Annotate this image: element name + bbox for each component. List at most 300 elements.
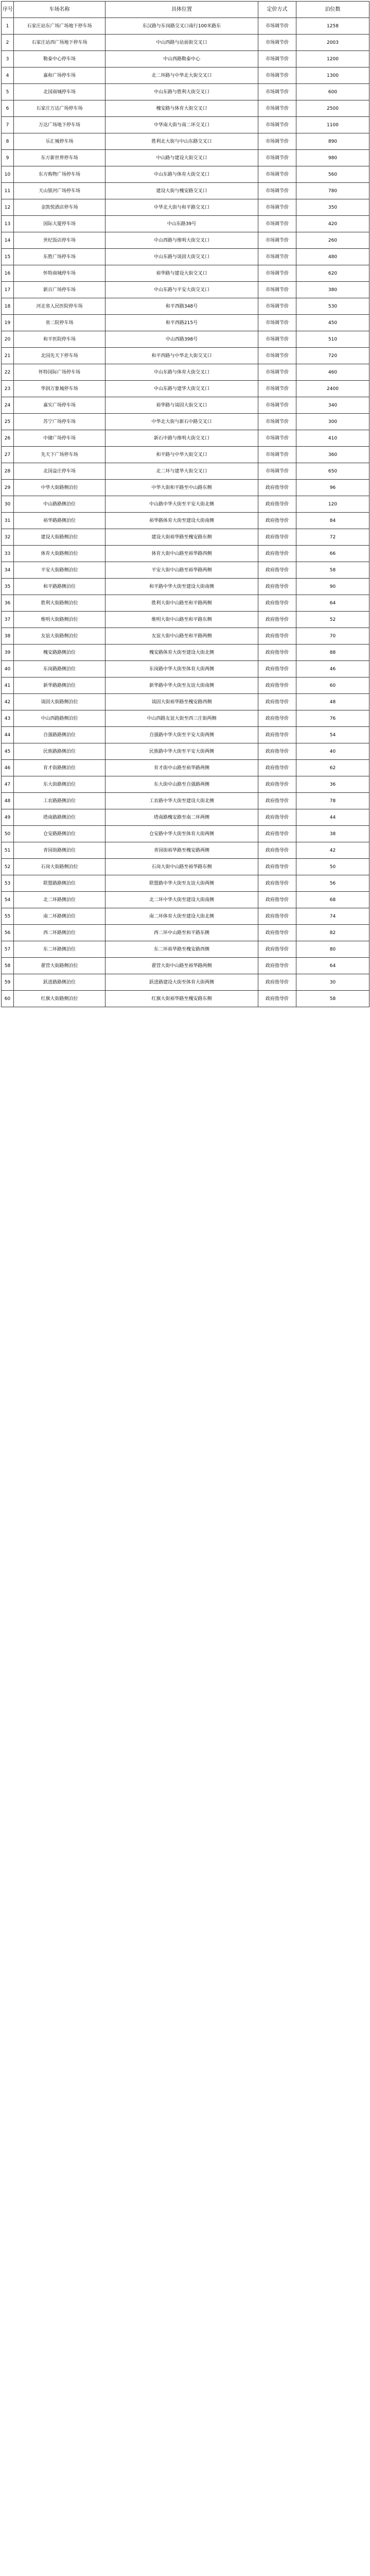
lot-name: 北国先天下停车场 <box>14 348 105 364</box>
row-index: 59 <box>2 974 14 991</box>
lot-name: 谈固大街路侧泊位 <box>14 694 105 710</box>
lot-name: 苏宁广场停车场 <box>14 414 105 430</box>
location: 中山东路与平安大街交叉口 <box>105 282 258 298</box>
location: 中山东路与体育大街交叉口 <box>105 166 258 183</box>
location: 北二环与建华大街交叉口 <box>105 463 258 480</box>
pricing-method: 市场调节价 <box>258 315 296 331</box>
pricing-method: 市场调节价 <box>258 265 296 282</box>
space-count: 360 <box>296 447 369 463</box>
lot-name: 体育大街路侧泊位 <box>14 546 105 562</box>
pricing-method: 市场调节价 <box>258 381 296 397</box>
location: 和平西路与中华北大街交叉口 <box>105 348 258 364</box>
row-index: 6 <box>2 100 14 117</box>
space-count: 1100 <box>296 117 369 133</box>
space-count: 720 <box>296 348 369 364</box>
table-row <box>2 513 369 529</box>
row-index: 57 <box>2 941 14 958</box>
location: 青园街裕华路至槐安路两侧 <box>105 842 258 859</box>
pricing-method: 市场调节价 <box>258 232 296 249</box>
row-index: 51 <box>2 842 14 859</box>
lot-name: 裕华路路侧泊位 <box>14 513 105 529</box>
row-index: 41 <box>2 677 14 694</box>
space-count: 2500 <box>296 100 369 117</box>
row-index: 37 <box>2 612 14 628</box>
pricing-method: 政府指导价 <box>258 513 296 529</box>
row-index: 23 <box>2 381 14 397</box>
table-row <box>2 199 369 216</box>
table-row <box>2 496 369 513</box>
row-index: 47 <box>2 776 14 793</box>
pricing-method: 政府指导价 <box>258 826 296 842</box>
row-index: 5 <box>2 84 14 100</box>
location: 跃进路建设大街至体育大街两侧 <box>105 974 258 991</box>
lot-name: 东二环路侧泊位 <box>14 941 105 958</box>
lot-name: 石家庄万达广场停车场 <box>14 100 105 117</box>
space-count: 460 <box>296 364 369 381</box>
row-index: 39 <box>2 645 14 661</box>
lot-name: 天山银河广场停车场 <box>14 183 105 199</box>
row-index: 31 <box>2 513 14 529</box>
lot-name: 石岗大街路侧泊位 <box>14 859 105 875</box>
header-lot-name: 车场名称 <box>14 2 105 18</box>
pricing-method: 政府指导价 <box>258 974 296 991</box>
pricing-method: 市场调节价 <box>258 364 296 381</box>
row-index: 53 <box>2 875 14 892</box>
table-row <box>2 117 369 133</box>
row-index: 25 <box>2 414 14 430</box>
location: 裕华路与谈固大街交叉口 <box>105 397 258 414</box>
pricing-method: 政府指导价 <box>258 892 296 908</box>
lot-name: 民族路路侧泊位 <box>14 743 105 760</box>
location: 中山东路与建华大街交叉口 <box>105 381 258 397</box>
lot-name: 红旗大街路侧泊位 <box>14 991 105 1007</box>
lot-name: 友谊大街路侧泊位 <box>14 628 105 645</box>
table-row <box>2 348 369 364</box>
pricing-method: 政府指导价 <box>258 496 296 513</box>
lot-name: 北国商城停车场 <box>14 84 105 100</box>
table-row <box>2 776 369 793</box>
table-row <box>2 694 369 710</box>
space-count: 78 <box>296 793 369 809</box>
lot-name: 中华大街路侧泊位 <box>14 480 105 496</box>
table-row <box>2 265 369 282</box>
header-space-count: 泊位数 <box>296 2 369 18</box>
table-row <box>2 100 369 117</box>
location: 东二环裕华路至槐安路西侧 <box>105 941 258 958</box>
lot-name: 北国益庄停车场 <box>14 463 105 480</box>
pricing-method: 政府指导价 <box>258 480 296 496</box>
pricing-method: 政府指导价 <box>258 760 296 776</box>
table-row <box>2 35 369 51</box>
pricing-method: 市场调节价 <box>258 282 296 298</box>
pricing-method: 市场调节价 <box>258 150 296 166</box>
location: 和平西路215号 <box>105 315 258 331</box>
row-index: 30 <box>2 496 14 513</box>
space-count: 980 <box>296 150 369 166</box>
row-index: 55 <box>2 908 14 925</box>
pricing-method: 政府指导价 <box>258 859 296 875</box>
space-count: 84 <box>296 513 369 529</box>
space-count: 650 <box>296 463 369 480</box>
space-count: 36 <box>296 776 369 793</box>
pricing-method: 市场调节价 <box>258 430 296 447</box>
location: 胜利北大街与中山东路交叉口 <box>105 133 258 150</box>
table-row <box>2 397 369 414</box>
row-index: 8 <box>2 133 14 150</box>
space-count: 350 <box>296 199 369 216</box>
row-index: 35 <box>2 579 14 595</box>
location: 中山西路勒泰中心 <box>105 51 258 67</box>
table-row <box>2 232 369 249</box>
location: 东大街中山路至自强路两侧 <box>105 776 258 793</box>
pricing-method: 政府指导价 <box>258 941 296 958</box>
lot-name: 金凯悦酒店停车场 <box>14 199 105 216</box>
table-row <box>2 974 369 991</box>
lot-name: 省二院停车场 <box>14 315 105 331</box>
lot-name: 平安大街路侧泊位 <box>14 562 105 579</box>
table-row <box>2 18 369 35</box>
space-count: 120 <box>296 496 369 513</box>
lot-name: 胜利大街路侧泊位 <box>14 595 105 612</box>
table-body <box>2 18 369 1007</box>
pricing-method: 政府指导价 <box>258 776 296 793</box>
location: 工农路中华大街至建设大街北侧 <box>105 793 258 809</box>
space-count: 410 <box>296 430 369 447</box>
lot-name: 西二环路侧泊位 <box>14 925 105 941</box>
location: 北二环中华大街至建设大街南侧 <box>105 892 258 908</box>
space-count: 38 <box>296 826 369 842</box>
space-count: 2400 <box>296 381 369 397</box>
lot-name: 新百广场停车场 <box>14 282 105 298</box>
pricing-method: 市场调节价 <box>258 199 296 216</box>
row-index: 9 <box>2 150 14 166</box>
location: 谈固大街裕华路至槐安路西侧 <box>105 694 258 710</box>
lot-name: 华润万象城停车场 <box>14 381 105 397</box>
space-count: 46 <box>296 661 369 677</box>
row-index: 46 <box>2 760 14 776</box>
location: 中山东路与胜利大街交叉口 <box>105 84 258 100</box>
space-count: 82 <box>296 925 369 941</box>
space-count: 52 <box>296 612 369 628</box>
pricing-method: 政府指导价 <box>258 809 296 826</box>
location: 裕华路与建设大街交叉口 <box>105 265 258 282</box>
pricing-method: 政府指导价 <box>258 694 296 710</box>
lot-name: 国际大厦停车场 <box>14 216 105 232</box>
space-count: 2003 <box>296 35 369 51</box>
table-row <box>2 727 369 743</box>
space-count: 54 <box>296 727 369 743</box>
lot-name: 维明大街路侧泊位 <box>14 612 105 628</box>
table-row <box>2 84 369 100</box>
pricing-method: 政府指导价 <box>258 710 296 727</box>
pricing-method: 政府指导价 <box>258 958 296 974</box>
row-index: 27 <box>2 447 14 463</box>
table-row <box>2 809 369 826</box>
pricing-method: 市场调节价 <box>258 298 296 315</box>
row-index: 19 <box>2 315 14 331</box>
location: 和平路中华大街至建设大街南侧 <box>105 579 258 595</box>
location: 自强路中华大街至平安大街两侧 <box>105 727 258 743</box>
table-row <box>2 875 369 892</box>
lot-name: 怀特国际广场停车场 <box>14 364 105 381</box>
table-row <box>2 612 369 628</box>
location: 南二环体育大街至建设大街北侧 <box>105 908 258 925</box>
pricing-method: 政府指导价 <box>258 727 296 743</box>
table-row <box>2 958 369 974</box>
space-count: 64 <box>296 595 369 612</box>
row-index: 58 <box>2 958 14 974</box>
table-row <box>2 430 369 447</box>
space-count: 340 <box>296 397 369 414</box>
table-row <box>2 677 369 694</box>
lot-name: 新华路路侧泊位 <box>14 677 105 694</box>
space-count: 76 <box>296 710 369 727</box>
location: 建设大街裕华路至槐安路东侧 <box>105 529 258 546</box>
space-count: 88 <box>296 645 369 661</box>
row-index: 13 <box>2 216 14 232</box>
pricing-method: 政府指导价 <box>258 793 296 809</box>
location: 中华北大街与新石中路交叉口 <box>105 414 258 430</box>
pricing-method: 市场调节价 <box>258 447 296 463</box>
pricing-method: 市场调节价 <box>258 18 296 35</box>
pricing-method: 市场调节价 <box>258 117 296 133</box>
lot-name: 勒泰中心停车场 <box>14 51 105 67</box>
lot-name: 东岗路路侧泊位 <box>14 661 105 677</box>
space-count: 620 <box>296 265 369 282</box>
row-index: 42 <box>2 694 14 710</box>
pricing-method: 市场调节价 <box>258 397 296 414</box>
row-index: 18 <box>2 298 14 315</box>
location: 北二环路与中华北大街交叉口 <box>105 67 258 84</box>
lot-name: 嘉实广场停车场 <box>14 397 105 414</box>
lot-name: 东胜广场停车场 <box>14 249 105 265</box>
row-index: 21 <box>2 348 14 364</box>
table-row <box>2 150 369 166</box>
location: 维明大街中山路至和平路东侧 <box>105 612 258 628</box>
parking-lot-table <box>1 1 369 1007</box>
location: 建设大街与槐安路交叉口 <box>105 183 258 199</box>
pricing-method: 市场调节价 <box>258 67 296 84</box>
lot-name: 工农路路侧泊位 <box>14 793 105 809</box>
row-index: 32 <box>2 529 14 546</box>
pricing-method: 市场调节价 <box>258 414 296 430</box>
table-row <box>2 991 369 1007</box>
space-count: 40 <box>296 743 369 760</box>
table-row <box>2 133 369 150</box>
location: 红旗大街裕华路至槐安路东侧 <box>105 991 258 1007</box>
header-index: 序号 <box>2 2 14 18</box>
row-index: 34 <box>2 562 14 579</box>
pricing-method: 政府指导价 <box>258 925 296 941</box>
pricing-method: 政府指导价 <box>258 529 296 546</box>
location: 塔南路槐安路至南二环两侧 <box>105 809 258 826</box>
table-row <box>2 826 369 842</box>
location: 翟营大街中山路至裕华路两侧 <box>105 958 258 974</box>
location: 育才街中山路至裕华路两侧 <box>105 760 258 776</box>
space-count: 56 <box>296 875 369 892</box>
location: 联盟路中华大街至友谊大街两侧 <box>105 875 258 892</box>
table-row <box>2 941 369 958</box>
lot-name: 和平路路侧泊位 <box>14 579 105 595</box>
location: 中山西路与站前街交叉口 <box>105 35 258 51</box>
lot-name: 仓安路路侧泊位 <box>14 826 105 842</box>
space-count: 66 <box>296 546 369 562</box>
location: 东汉路与东岗路交叉口南行100米路东 <box>105 18 258 35</box>
pricing-method: 政府指导价 <box>258 908 296 925</box>
pricing-method: 政府指导价 <box>258 743 296 760</box>
location: 中华北大街与和平路交叉口 <box>105 199 258 216</box>
row-index: 16 <box>2 265 14 282</box>
space-count: 300 <box>296 414 369 430</box>
lot-name: 南二环路侧泊位 <box>14 908 105 925</box>
space-count: 74 <box>296 908 369 925</box>
row-index: 48 <box>2 793 14 809</box>
location: 中山东路39号 <box>105 216 258 232</box>
row-index: 45 <box>2 743 14 760</box>
space-count: 480 <box>296 249 369 265</box>
location: 中山东路与体育大街交叉口 <box>105 364 258 381</box>
table-row <box>2 661 369 677</box>
table-row <box>2 463 369 480</box>
lot-name: 槐安路路侧泊位 <box>14 645 105 661</box>
pricing-method: 政府指导价 <box>258 579 296 595</box>
lot-name: 东方新世界停车场 <box>14 150 105 166</box>
lot-name: 乐汇城停车场 <box>14 133 105 150</box>
location: 中山路中华大街至平安大街北侧 <box>105 496 258 513</box>
pricing-method: 市场调节价 <box>258 463 296 480</box>
location: 石岗大街中山路至裕华路东侧 <box>105 859 258 875</box>
table-row <box>2 67 369 84</box>
space-count: 560 <box>296 166 369 183</box>
header-location: 具体位置 <box>105 2 258 18</box>
row-index: 17 <box>2 282 14 298</box>
lot-name: 河北省人民医院停车场 <box>14 298 105 315</box>
location: 和平西路348号 <box>105 298 258 315</box>
location: 和平路与中华大街交叉口 <box>105 447 258 463</box>
row-index: 33 <box>2 546 14 562</box>
row-index: 52 <box>2 859 14 875</box>
space-count: 450 <box>296 315 369 331</box>
row-index: 56 <box>2 925 14 941</box>
space-count: 42 <box>296 842 369 859</box>
location: 槐安路体育大街至建设大街北侧 <box>105 645 258 661</box>
row-index: 11 <box>2 183 14 199</box>
space-count: 1300 <box>296 67 369 84</box>
space-count: 96 <box>296 480 369 496</box>
row-index: 12 <box>2 199 14 216</box>
row-index: 10 <box>2 166 14 183</box>
pricing-method: 政府指导价 <box>258 991 296 1007</box>
pricing-method: 市场调节价 <box>258 35 296 51</box>
table-row <box>2 743 369 760</box>
location: 民族路中华大街至平安大街两侧 <box>105 743 258 760</box>
pricing-method: 市场调节价 <box>258 216 296 232</box>
row-index: 50 <box>2 826 14 842</box>
location: 新石中路与维明大街交叉口 <box>105 430 258 447</box>
lot-name: 青园街路侧泊位 <box>14 842 105 859</box>
space-count: 1258 <box>296 18 369 35</box>
table-row <box>2 579 369 595</box>
table-row <box>2 381 369 397</box>
row-index: 26 <box>2 430 14 447</box>
location: 中山路与建设大街交叉口 <box>105 150 258 166</box>
location: 中山西路与维明大街交叉口 <box>105 232 258 249</box>
table-row <box>2 331 369 348</box>
table-row <box>2 282 369 298</box>
row-index: 3 <box>2 51 14 67</box>
lot-name: 建设大街路侧泊位 <box>14 529 105 546</box>
space-count: 890 <box>296 133 369 150</box>
space-count: 58 <box>296 991 369 1007</box>
pricing-method: 市场调节价 <box>258 133 296 150</box>
table-row <box>2 298 369 315</box>
pricing-method: 市场调节价 <box>258 331 296 348</box>
space-count: 70 <box>296 628 369 645</box>
lot-name: 育才街路侧泊位 <box>14 760 105 776</box>
row-index: 40 <box>2 661 14 677</box>
pricing-method: 政府指导价 <box>258 612 296 628</box>
table-row <box>2 859 369 875</box>
row-index: 36 <box>2 595 14 612</box>
location: 胜利大街中山路至和平路两侧 <box>105 595 258 612</box>
pricing-method: 市场调节价 <box>258 166 296 183</box>
lot-name: 自强路路侧泊位 <box>14 727 105 743</box>
lot-name: 跃进路路侧泊位 <box>14 974 105 991</box>
row-index: 49 <box>2 809 14 826</box>
space-count: 72 <box>296 529 369 546</box>
space-count: 600 <box>296 84 369 100</box>
lot-name: 嘉和广场停车场 <box>14 67 105 84</box>
lot-name: 先天下广场停车场 <box>14 447 105 463</box>
table-row <box>2 908 369 925</box>
row-index: 38 <box>2 628 14 645</box>
table-header-row <box>2 2 369 18</box>
pricing-method: 政府指导价 <box>258 546 296 562</box>
header-pricing-method: 定价方式 <box>258 2 296 18</box>
lot-name: 石家庄站西广场地下停车场 <box>14 35 105 51</box>
table-row <box>2 842 369 859</box>
table-row <box>2 760 369 776</box>
pricing-method: 政府指导价 <box>258 645 296 661</box>
lot-name: 世纪饭店停车场 <box>14 232 105 249</box>
table-row <box>2 595 369 612</box>
table-row <box>2 51 369 67</box>
pricing-method: 市场调节价 <box>258 84 296 100</box>
space-count: 420 <box>296 216 369 232</box>
table-row <box>2 546 369 562</box>
table-row <box>2 183 369 199</box>
space-count: 260 <box>296 232 369 249</box>
space-count: 58 <box>296 562 369 579</box>
table-row <box>2 447 369 463</box>
lot-name: 石家庄站东广场广场地下停车场 <box>14 18 105 35</box>
space-count: 60 <box>296 677 369 694</box>
table-row <box>2 645 369 661</box>
location: 仓安路中华大街至体育大街两侧 <box>105 826 258 842</box>
table-row <box>2 414 369 430</box>
space-count: 380 <box>296 282 369 298</box>
lot-name: 联盟路路侧泊位 <box>14 875 105 892</box>
location: 新华路中华大街至友谊大街南侧 <box>105 677 258 694</box>
table-row <box>2 364 369 381</box>
pricing-method: 政府指导价 <box>258 595 296 612</box>
location: 体育大街中山路至裕华路西侧 <box>105 546 258 562</box>
location: 中山西路友谊大街至西三庄街两侧 <box>105 710 258 727</box>
table-row <box>2 628 369 645</box>
row-index: 20 <box>2 331 14 348</box>
lot-name: 北二环路侧泊位 <box>14 892 105 908</box>
table-row <box>2 315 369 331</box>
